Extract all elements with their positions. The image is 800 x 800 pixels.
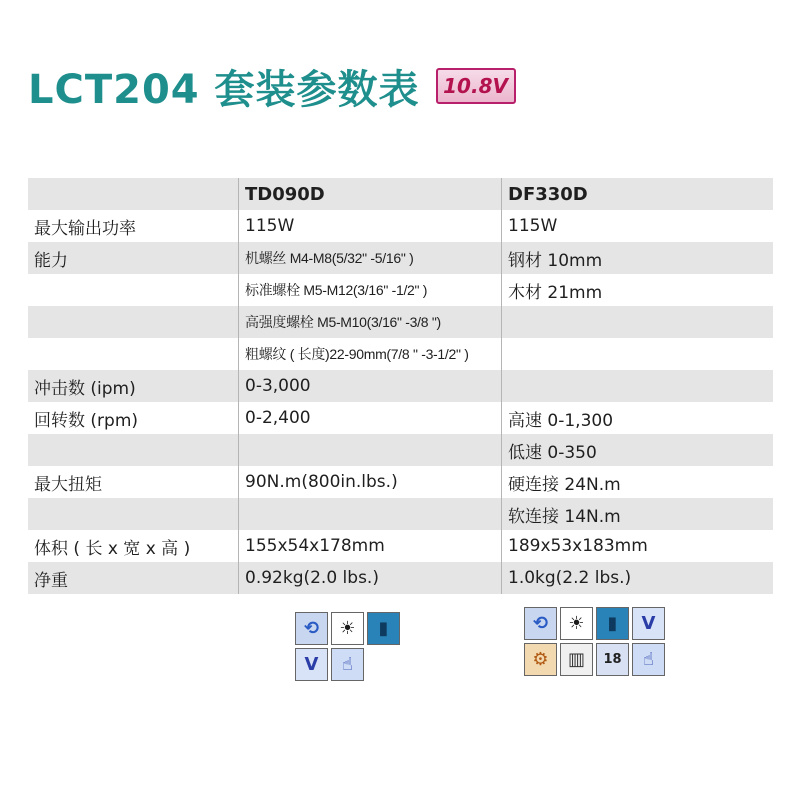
- td090d-value: 0-3,000: [238, 370, 501, 402]
- spec-label: [28, 498, 238, 530]
- td090d-value: 标准螺栓 M5-M12(3/16" -1/2" ): [238, 274, 501, 306]
- spec-label: [28, 434, 238, 466]
- df330d-value: [501, 306, 773, 338]
- td090d-value: 155x54x178mm: [238, 530, 501, 562]
- spec-label: 冲击数 (ipm): [34, 378, 136, 399]
- df330d-value: [501, 338, 773, 370]
- td090d-value: 高强度螺栓 M5-M10(3/16" -3/8 "): [238, 306, 501, 338]
- spec-label: 能力: [34, 250, 68, 271]
- page-title: [28, 58, 516, 114]
- df330d-value: 高速 0-1,300: [501, 402, 773, 434]
- df330d-value: 木材 21mm: [501, 274, 773, 306]
- voltage-badge: 10.8V: [436, 68, 516, 104]
- header-model: TD090D: [238, 178, 501, 210]
- header-spec: [28, 178, 238, 210]
- td090d-value: 机螺丝 M4-M8(5/32" -5/16" ): [238, 242, 501, 274]
- variable-speed-icon: V: [295, 648, 328, 681]
- battery-icon: ▮: [596, 607, 629, 640]
- led-light-icon: ☀: [560, 607, 593, 640]
- spec-table: [28, 178, 773, 594]
- td090d-value: 115W: [238, 210, 501, 242]
- spec-label: 回转数 (rpm): [34, 410, 139, 431]
- td090d-value: 0-2,400: [238, 402, 501, 434]
- spec-label: [28, 306, 238, 338]
- led-light-icon: ☀: [331, 612, 364, 645]
- table-row: [28, 530, 773, 562]
- table-row: [28, 242, 773, 274]
- table-row: [28, 370, 773, 402]
- table-row: [28, 434, 773, 466]
- variable-speed-icon: V: [632, 607, 665, 640]
- table-row: [28, 306, 773, 338]
- df330d-value: 钢材 10mm: [501, 242, 773, 274]
- trigger-switch-icon: ☝: [632, 643, 665, 676]
- td090d-value: 0.92kg(2.0 lbs.): [238, 562, 501, 594]
- page-title-text: LCT204 套装参数表: [28, 66, 420, 113]
- two-speed-gear-icon: ⚙: [524, 643, 557, 676]
- spec-label: [28, 274, 238, 306]
- df330d-value: 115W: [501, 210, 773, 242]
- clutch-icon: 18: [596, 643, 629, 676]
- reverse-rotation-icon: ⟲: [524, 607, 557, 640]
- spec-label: 体积 ( 长 x 宽 x 高 ): [34, 538, 191, 559]
- table-row: [28, 466, 773, 498]
- reverse-rotation-icon: ⟲: [295, 612, 328, 645]
- td090d-value: 90N.m(800in.lbs.): [238, 466, 501, 498]
- td090d-feature-icons: [295, 612, 403, 681]
- td090d-value: [238, 434, 501, 466]
- header-model: DF330D: [501, 178, 773, 210]
- df330d-value: 1.0kg(2.2 lbs.): [501, 562, 773, 594]
- df330d-value: [501, 370, 773, 402]
- table-header-row: [28, 178, 773, 210]
- table-row: [28, 562, 773, 594]
- df330d-feature-icons: [524, 607, 672, 676]
- trigger-switch-icon: ☝: [331, 648, 364, 681]
- df330d-value: 低速 0-350: [501, 434, 773, 466]
- td090d-value: [238, 498, 501, 530]
- table-row: [28, 498, 773, 530]
- spec-label: 最大输出功率: [34, 218, 136, 239]
- df330d-value: 硬连接 24N.m: [501, 466, 773, 498]
- table-row: [28, 210, 773, 242]
- battery-icon: ▮: [367, 612, 400, 645]
- df330d-value: 189x53x183mm: [501, 530, 773, 562]
- table-row: [28, 402, 773, 434]
- brushless-motor-icon: ▥: [560, 643, 593, 676]
- td090d-value: 粗螺纹 ( 长度)22-90mm(7/8 " -3-1/2" ): [238, 338, 501, 370]
- table-row: [28, 338, 773, 370]
- spec-label: 最大扭矩: [34, 474, 102, 495]
- spec-label: [28, 338, 238, 370]
- table-row: [28, 274, 773, 306]
- df330d-value: 软连接 14N.m: [501, 498, 773, 530]
- spec-label: 净重: [34, 570, 68, 591]
